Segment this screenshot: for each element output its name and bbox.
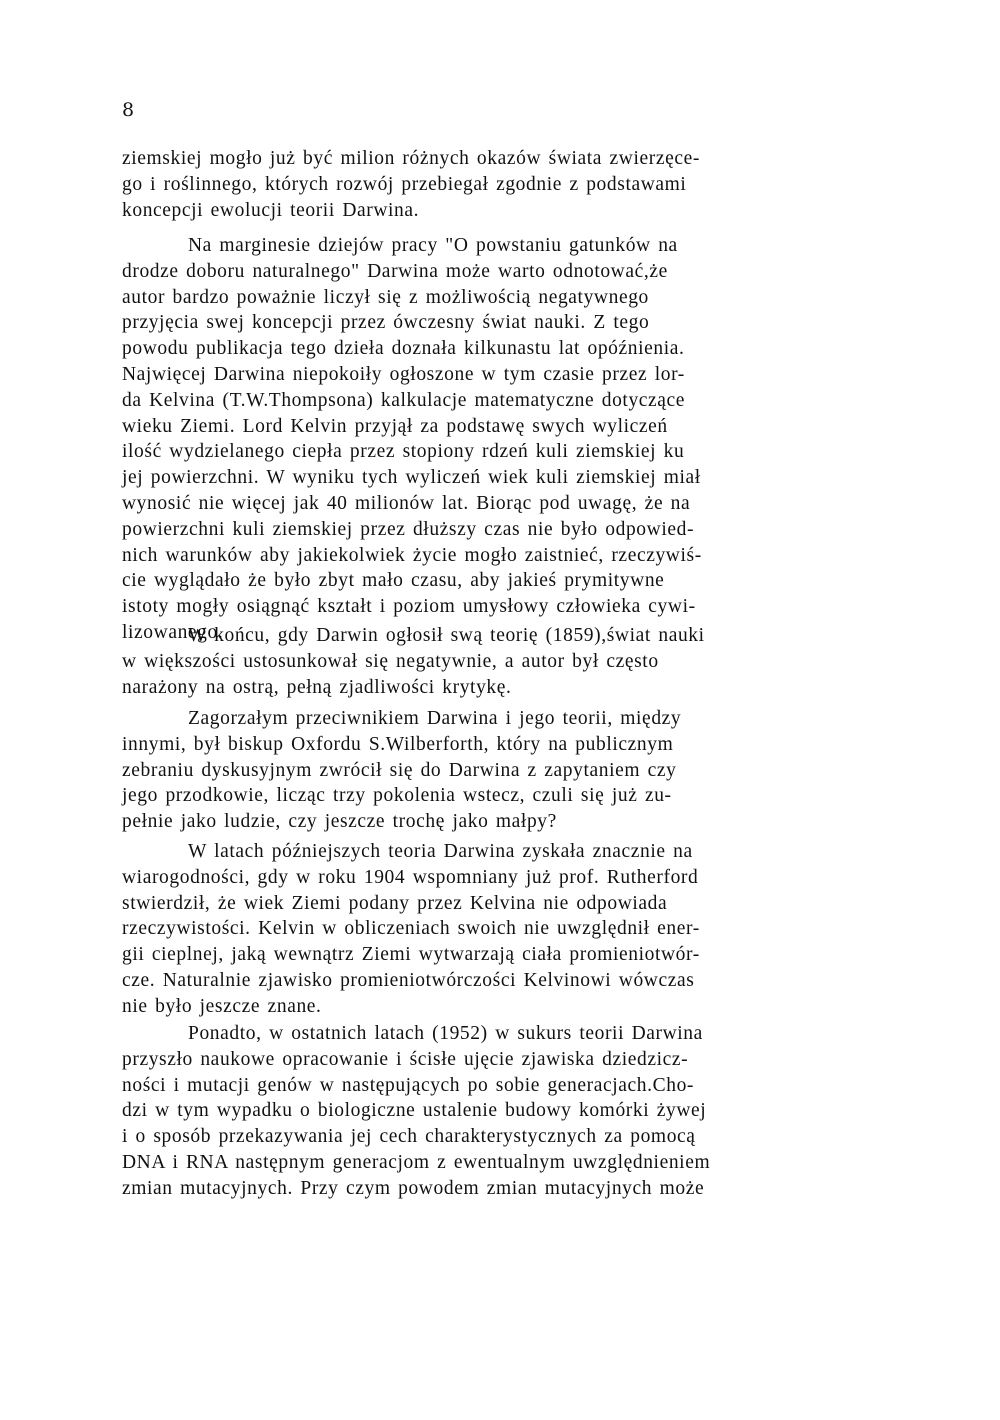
- text-line: wiarogodności, gdy w roku 1904 wspomniany już prof. Rutherford: [122, 866, 699, 888]
- text-line: w większości ustosunkował się negatywnie, a autor był często: [122, 650, 659, 672]
- paragraph-1: [122, 146, 902, 223]
- paragraph-4: [122, 706, 902, 835]
- text-line: zebraniu dyskusyjnym zwrócił się do Darwina z zapytaniem czy: [122, 759, 677, 781]
- text-line: gii cieplnej, jaką wewnątrz Ziemi wytwarzają ciała promieniotwór-: [122, 944, 700, 966]
- text-line: jego przodkowie, licząc trzy pokolenia wstecz, czuli się już zu-: [122, 785, 672, 807]
- text-line: nie było jeszcze znane.: [122, 995, 322, 1017]
- text-line: lizowanego.: [122, 621, 224, 643]
- text-line: pełnie jako ludzie, czy jeszcze trochę jako małpy?: [122, 811, 557, 833]
- text-line: DNA i RNA następnym generacjom z ewentualnym uwzględnieniem: [122, 1151, 711, 1173]
- text-line: cie wyglądało że było zbyt mało czasu, aby jakieś prymitywne: [122, 570, 665, 592]
- text-line: drodze doboru naturalnego" Darwina może warto odnotować,że: [122, 260, 668, 282]
- text-line: wynosić nie więcej jak 40 milionów lat. Biorąc pod uwagę, że na: [122, 492, 691, 514]
- text-line: przyszło naukowe opracowanie i ścisłe ujęcie zjawiska dziedzicz-: [122, 1048, 689, 1070]
- text-line: rzeczywistości. Kelvin w obliczeniach swoich nie uwzględnił ener-: [122, 918, 700, 940]
- text-line: autor bardzo poważnie liczył się z możliwością negatywnego: [122, 286, 649, 308]
- text-line: ilość wydzielanego ciepła przez stopiony rdzeń kuli ziemskiej ku: [122, 441, 685, 463]
- text-line: Zagorzałym przeciwnikiem Darwina i jego teorii, między: [188, 708, 682, 729]
- text-line: jej powierzchni. W wyniku tych wyliczeń wiek kuli ziemskiej miał: [122, 467, 701, 489]
- text-line: stwierdził, że wiek Ziemi podany przez Kelvina nie odpowiada: [122, 892, 668, 914]
- text-line: ziemskiej mogło już być milion różnych okazów świata zwierzęce-: [122, 148, 700, 169]
- text-line: Na marginesie dziejów pracy "O powstaniu gatunków na: [188, 235, 678, 256]
- text-line: wieku Ziemi. Lord Kelvin przyjął za podstawę swych wyliczeń: [122, 415, 668, 437]
- page-number: 8: [122, 99, 135, 121]
- text-line: W latach późniejszych teoria Darwina zyskała znacznie na: [188, 841, 693, 862]
- text-line: nich warunków aby jakiekolwiek życie mogło zaistnieć, rzeczywiś-: [122, 544, 702, 566]
- text-line: dzi w tym wypadku o biologiczne ustalenie budowy komórki żywej: [122, 1100, 707, 1122]
- text-line: cze. Naturalnie zjawisko promieniotwórczości Kelvinowi wówczas: [122, 969, 695, 991]
- paragraph-3: [122, 623, 902, 700]
- text-line: ności i mutacji genów w następujących po sobie generacjach.Cho-: [122, 1074, 695, 1096]
- paragraph-2: [122, 233, 902, 646]
- paragraph-6: [122, 1021, 902, 1202]
- text-line: powodu publikacja tego dzieła doznała kilkunastu lat opóźnienia.: [122, 338, 685, 360]
- text-line: zmian mutacyjnych. Przy czym powodem zmian mutacyjnych może: [122, 1177, 705, 1199]
- text-line: narażony na ostrą, pełną zjadliwości krytykę.: [122, 676, 512, 698]
- text-line: da Kelvina (T.W.Thompsona) kalkulacje matematyczne dotyczące: [122, 389, 686, 411]
- text-line: przyjęcia swej koncepcji przez ówczesny świat nauki. Z tego: [122, 312, 650, 334]
- text-line: W końcu, gdy Darwin ogłosił swą teorię (1859),świat nauki: [188, 625, 705, 646]
- text-line: powierzchni kuli ziemskiej przez dłuższy czas nie było odpowied-: [122, 518, 695, 540]
- text-line: Ponadto, w ostatnich latach (1952) w sukurs teorii Darwina: [188, 1023, 703, 1044]
- text-line: i o sposób przekazywania jej cech charakterystycznych za pomocą: [122, 1126, 696, 1148]
- text-line: go i roślinnego, których rozwój przebiegał zgodnie z podstawami: [122, 173, 687, 195]
- text-line: Najwięcej Darwina niepokoiły ogłoszone w tym czasie przez lor-: [122, 363, 685, 385]
- text-line: innymi, był biskup Oxfordu S.Wilberforth, który na publicznym: [122, 733, 674, 755]
- text-line: koncepcji ewolucji teorii Darwina.: [122, 199, 420, 221]
- text-line: istoty mogły osiągnąć kształt i poziom umysłowy człowieka cywi-: [122, 596, 696, 618]
- paragraph-5: [122, 839, 902, 1020]
